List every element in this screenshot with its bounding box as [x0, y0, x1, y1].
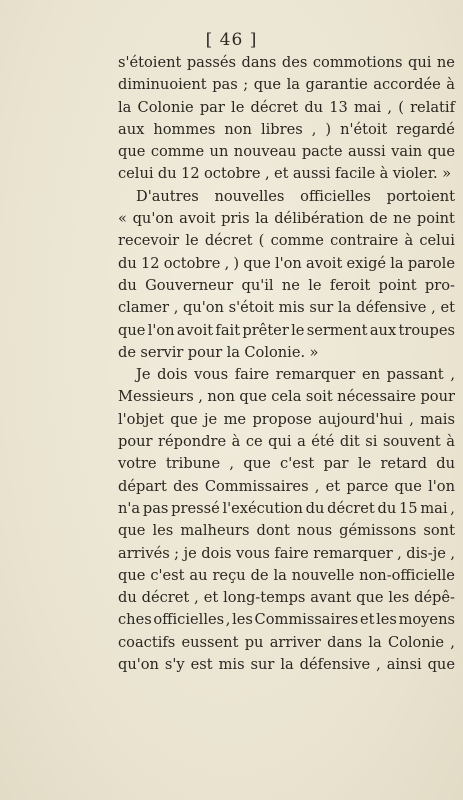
word: de	[118, 343, 136, 361]
word: aussi	[347, 143, 386, 161]
word: et	[273, 165, 289, 183]
text-line	[118, 654, 455, 676]
word: je	[204, 410, 218, 428]
word: hommes	[153, 120, 216, 138]
word: dont	[256, 522, 290, 540]
word: que	[243, 254, 271, 272]
word: arrivés	[118, 544, 170, 562]
word: qui	[407, 54, 432, 71]
word: avant	[310, 589, 352, 607]
word: celui	[118, 165, 154, 183]
word: au	[189, 566, 208, 584]
body-text	[118, 52, 455, 676]
word: ne	[281, 276, 300, 294]
word: mis	[218, 656, 245, 674]
word: décret	[250, 98, 299, 116]
word: qui	[268, 433, 292, 451]
word: l'on	[274, 254, 302, 272]
text-line	[118, 342, 455, 364]
word: celui	[419, 232, 455, 250]
word: ,	[450, 366, 455, 384]
word: mis	[278, 299, 305, 317]
word: nouvelle	[291, 566, 355, 584]
word: répondre	[158, 433, 227, 451]
word: l'on	[147, 321, 175, 339]
word: qu'on	[132, 210, 174, 228]
word: ,	[311, 120, 317, 138]
word: retard	[380, 455, 427, 473]
word: les	[376, 611, 397, 629]
word: que	[118, 143, 146, 161]
word: les	[152, 522, 174, 540]
text-line	[118, 632, 455, 654]
word: pris	[221, 210, 250, 228]
text-line	[118, 520, 455, 542]
word: votre	[118, 455, 157, 473]
word: ne	[436, 54, 455, 71]
word: la	[118, 98, 132, 116]
word: vous	[194, 366, 229, 384]
word: c'est	[280, 455, 315, 473]
text-line	[118, 253, 455, 275]
word: ,	[450, 544, 455, 562]
word: défensive	[299, 656, 371, 674]
word: dit	[339, 433, 360, 451]
word: octobre	[163, 254, 221, 272]
word: point	[378, 276, 417, 294]
word: D'autres	[136, 187, 199, 205]
word: faire	[234, 366, 270, 384]
word: moyens	[398, 611, 455, 629]
word: 13	[329, 98, 348, 116]
word: portoient	[386, 187, 455, 205]
word: Commissaires	[204, 477, 309, 495]
word: mais	[420, 410, 455, 428]
word: aux	[118, 120, 145, 138]
word: les	[388, 589, 410, 607]
text-line	[118, 543, 455, 565]
word: comme	[270, 232, 324, 250]
word: que	[356, 589, 384, 607]
word: ce	[245, 433, 263, 451]
word: aujourd'hui	[318, 410, 403, 428]
word: me	[223, 410, 247, 428]
text-line	[118, 364, 455, 386]
word: ,	[194, 589, 199, 607]
text-line	[118, 97, 455, 119]
word: faire	[274, 544, 309, 562]
word: pas	[212, 76, 238, 94]
text-line	[118, 119, 455, 141]
word: pacte	[301, 143, 343, 161]
word: malheurs	[180, 522, 250, 540]
word: ,	[431, 299, 436, 317]
word: dépê-	[414, 589, 455, 607]
word: avoit	[306, 254, 343, 272]
word: clamer	[118, 299, 169, 317]
word: (	[258, 232, 265, 250]
word: vous	[235, 544, 270, 562]
word: nouvelles	[214, 187, 285, 205]
word: le	[185, 232, 199, 250]
word: officielles	[153, 611, 225, 629]
word: 15	[399, 499, 418, 517]
word: que	[118, 321, 146, 339]
word: vain	[391, 143, 423, 161]
word: n'a	[118, 499, 141, 517]
text-line	[118, 386, 455, 408]
word: nous	[297, 522, 333, 540]
word: si	[365, 433, 378, 451]
word: l'objet	[118, 410, 164, 428]
word: décret	[204, 232, 253, 250]
word: )	[233, 254, 240, 272]
word: la	[226, 343, 240, 361]
word: ,	[173, 299, 179, 317]
page-number: [ 46 ]	[205, 30, 258, 50]
word: libres	[260, 120, 303, 138]
word: mai	[420, 499, 448, 517]
word: ,	[387, 98, 393, 116]
word: des	[173, 477, 199, 495]
text-line	[118, 208, 455, 230]
text-line	[118, 163, 455, 185]
word: dans	[327, 633, 363, 651]
word: diminuoient	[118, 76, 207, 94]
text-line	[118, 186, 455, 208]
word: qu'on	[183, 299, 224, 317]
text-line	[118, 565, 455, 587]
word: facile	[334, 165, 376, 183]
word: que	[394, 477, 422, 495]
word: des	[281, 54, 308, 71]
word: ,	[397, 544, 402, 562]
word: à	[404, 232, 414, 250]
word: du	[305, 499, 325, 517]
text-line	[118, 52, 455, 74]
word: violer.	[392, 165, 438, 183]
word: garantie	[305, 76, 368, 94]
word: ,	[229, 455, 235, 473]
word: remarquer	[275, 366, 356, 384]
word: défensive	[355, 299, 427, 317]
word: ;	[243, 76, 249, 94]
word: ,	[376, 656, 381, 674]
word: non-officielle	[359, 566, 455, 584]
word: parole	[407, 254, 455, 272]
word: 12	[181, 165, 200, 183]
word: feroit	[329, 276, 371, 294]
word: ,	[264, 165, 270, 183]
word: arriver	[269, 633, 321, 651]
word: été	[311, 433, 335, 451]
word: ,	[450, 499, 455, 517]
word: »	[442, 165, 452, 183]
word: long-temps	[223, 589, 306, 607]
word: non	[207, 388, 235, 406]
word: comme	[150, 143, 205, 161]
word: «	[118, 210, 127, 228]
word: en	[361, 366, 380, 384]
text-line	[118, 409, 455, 431]
word: passés	[186, 54, 236, 71]
word: départ	[118, 477, 167, 495]
word: pro-	[424, 276, 455, 294]
word: Commissaires	[254, 611, 359, 629]
word: sur	[309, 299, 334, 317]
word: avoit	[176, 321, 214, 339]
word: sont	[423, 522, 455, 540]
word: ,	[450, 633, 455, 651]
word: accordée	[373, 76, 441, 94]
text-line	[118, 476, 455, 498]
word: pour	[420, 388, 455, 406]
word: aussi	[292, 165, 331, 183]
word: s'y	[164, 656, 185, 674]
text-line	[118, 431, 455, 453]
word: du	[304, 98, 324, 116]
word: mai	[354, 98, 382, 116]
word: ainsi	[386, 656, 422, 674]
word: »	[309, 343, 319, 361]
text-line	[118, 453, 455, 475]
word: ,	[225, 611, 231, 629]
word: serment	[306, 321, 368, 339]
word: que	[239, 388, 267, 406]
word: Gouverneur	[145, 276, 234, 294]
word: (	[398, 98, 404, 116]
word: troupes	[398, 321, 455, 339]
word: du	[118, 276, 137, 294]
word: Messieurs	[118, 388, 194, 406]
word: la	[255, 210, 269, 228]
word: qu'il	[241, 276, 274, 294]
word: du	[118, 254, 137, 272]
word: pour	[118, 433, 153, 451]
word: propose	[252, 410, 312, 428]
word: point	[416, 210, 455, 228]
text-line	[118, 320, 455, 342]
word: à	[446, 76, 455, 94]
word: ,	[409, 410, 414, 428]
word: que	[243, 455, 271, 473]
word: nécessaire	[337, 388, 416, 406]
word: que	[118, 566, 146, 584]
word: est	[190, 656, 213, 674]
word: délibération	[274, 210, 364, 228]
word: ;	[174, 544, 180, 562]
word: et	[203, 589, 219, 607]
word: fait	[215, 321, 241, 339]
word: contraire	[330, 232, 399, 250]
word: que	[118, 522, 146, 540]
word: officielles	[300, 187, 371, 205]
word: la	[337, 299, 352, 317]
word: ,	[198, 388, 203, 406]
word: l'exécution	[222, 499, 303, 517]
text-line	[118, 498, 455, 520]
word: Colonie	[387, 633, 445, 651]
text-line	[118, 297, 455, 319]
word: le	[357, 455, 372, 473]
word: le	[231, 98, 245, 116]
word: dois	[201, 544, 232, 562]
word: pu	[244, 633, 264, 651]
word: dans	[241, 54, 277, 71]
word: de	[369, 210, 388, 228]
word: ,	[224, 254, 230, 272]
word: du	[436, 455, 455, 473]
word: a	[297, 433, 306, 451]
word: et	[440, 299, 455, 317]
text-line	[118, 587, 455, 609]
text-line	[118, 230, 455, 252]
text-line	[118, 609, 455, 631]
word: par	[323, 455, 349, 473]
word: pressé	[171, 499, 220, 517]
word: pour	[187, 343, 223, 361]
word: ne	[393, 210, 412, 228]
word: du	[377, 499, 397, 517]
word: s'étoient	[118, 54, 182, 71]
word: Je	[136, 366, 151, 384]
word: la	[280, 656, 294, 674]
word: un	[209, 143, 229, 161]
word: relatif	[410, 98, 455, 116]
word: la	[368, 633, 382, 651]
word: parce	[346, 477, 389, 495]
word: prêter	[242, 321, 289, 339]
word: pas	[142, 499, 169, 517]
word: à	[231, 433, 241, 451]
word: tribune	[165, 455, 221, 473]
word: coactifs	[118, 633, 176, 651]
word: 12	[140, 254, 160, 272]
word: les	[232, 611, 253, 629]
word: avoit	[179, 210, 216, 228]
word: nouveau	[233, 143, 297, 161]
word: passant	[386, 366, 444, 384]
word: gémissons	[339, 522, 417, 540]
word: cela	[271, 388, 302, 406]
word: la	[273, 566, 287, 584]
word: sur	[250, 656, 275, 674]
word: commotions	[312, 54, 403, 71]
word: à	[446, 433, 455, 451]
word: et	[359, 611, 375, 629]
word: Colonie	[137, 98, 194, 116]
word: regardé	[396, 120, 455, 138]
word: c'est	[150, 566, 185, 584]
word: ches	[118, 611, 152, 629]
word: du	[157, 165, 177, 183]
word: la	[286, 76, 300, 94]
word: recevoir	[118, 232, 180, 250]
word: octobre	[204, 165, 261, 183]
word: servir	[140, 343, 184, 361]
word: et	[325, 477, 341, 495]
word: dois	[157, 366, 188, 384]
word: reçu	[212, 566, 246, 584]
word: la	[390, 254, 404, 272]
word: non	[224, 120, 252, 138]
word: souvent	[382, 433, 441, 451]
word: que	[427, 656, 455, 674]
word: que	[427, 143, 455, 161]
text-line	[118, 141, 455, 163]
word: l'on	[428, 477, 455, 495]
word: aux	[369, 321, 397, 339]
word: à	[379, 165, 389, 183]
text-line	[118, 275, 455, 297]
word: qu'on	[118, 656, 159, 674]
word: n'étoit	[340, 120, 388, 138]
word: soit	[305, 388, 333, 406]
word: décret	[327, 499, 375, 517]
word: Colonie.	[244, 343, 306, 361]
word: )	[325, 120, 332, 138]
word: s'étoit	[228, 299, 274, 317]
word: dis-je	[406, 544, 446, 562]
word: du	[118, 589, 137, 607]
word: eussent	[181, 633, 239, 651]
word: exigé	[346, 254, 387, 272]
word: le	[308, 276, 322, 294]
word: que	[253, 76, 282, 94]
word: de	[250, 566, 269, 584]
word: décret	[141, 589, 190, 607]
word: ,	[314, 477, 320, 495]
word: par	[199, 98, 225, 116]
word: que	[170, 410, 198, 428]
text-line	[118, 74, 455, 96]
word: je	[183, 544, 197, 562]
word: remarquer	[313, 544, 393, 562]
word: le	[291, 321, 305, 339]
